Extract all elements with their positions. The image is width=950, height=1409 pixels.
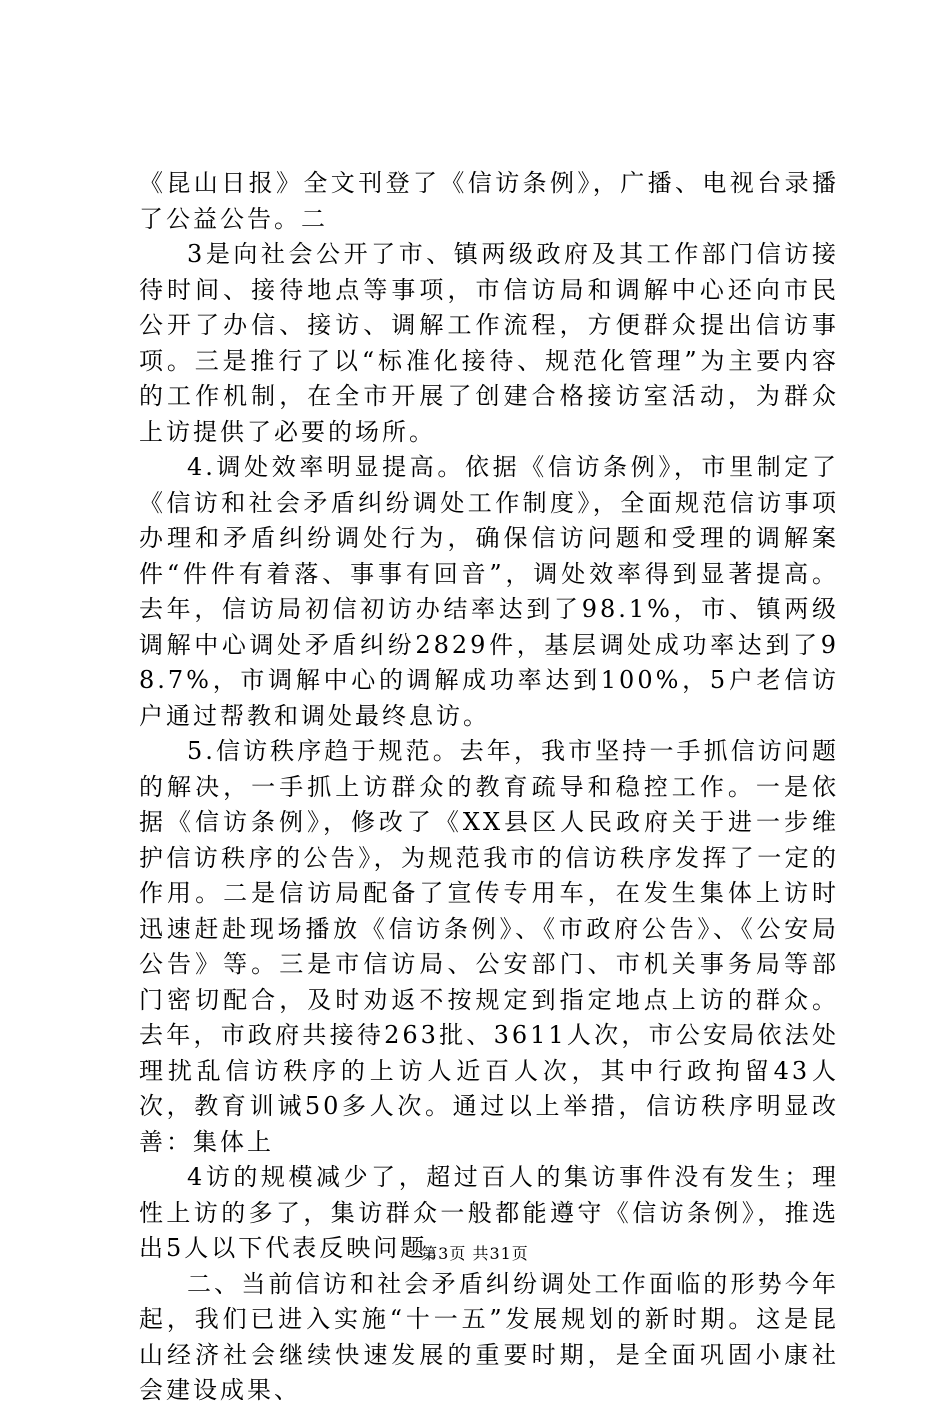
paragraph-2: 3是向社会公开了市、镇两级政府及其工作部门信访接待时间、接待地点等事项，市信访局和调解中心还向市民公开了办信、接访、调解工作流程，方便群众提出信访事项。三是推行了以“标准化接待、规范化管理”为主要内容的工作机制，在全市开展了创建合格接访室活动，为群众上访提供了必要的场所。 xyxy=(139,240,839,446)
paragraph-1: 《昆山日报》全文刊登了《信访条例》，广播、电视台录播了公益公告。二 xyxy=(139,169,839,233)
paragraph-4: 5.信访秩序趋于规范。去年，我市坚持一手抓信访问题的解决，一手抓上访群众的教育疏导和稳控工作。一是依据《信访条例》，修改了《XX县区人民政府关于进一步维护信访秩序的公告》，为规范我市的信访秩序发挥了一定的作用。二是信访局配备了宣传专用车，在发生集体上访时迅速赶赴现场播放《信访条例》、《市政府公告》、《公安局公告》等。三是市信访局、公安部门、市机关事务局等部门密切配合，及时劝返不按规定到指定地点上访的群众。去年，市政府共接待263批、3611人次，市公安局依法处理扰乱信访秩序的上访人近百人次，其中行政拘留43人次，教育训诫50多人次。通过以上举措，信访秩序明显改善：集体上 xyxy=(139,737,839,1156)
document-body xyxy=(139,166,839,1409)
paragraph-5: 4访的规模减少了，超过百人的集访事件没有发生；理性上访的多了，集访群众一般都能遵守《信访条例》，推选出5人以下代表反映问题。 xyxy=(139,1163,839,1262)
paragraph-6: 二、当前信访和社会矛盾纠纷调处工作面临的形势今年起，我们已进入实施“十一五”发展规划的新时期。这是昆山经济社会继续快速发展的重要时期，是全面巩固小康社会建设成果、 xyxy=(139,1269,839,1404)
paragraph-3: 4.调处效率明显提高。依据《信访条例》，市里制定了《信访和社会矛盾纠纷调处工作制度》，全面规范信访事项办理和矛盾纠纷调处行为，确保信访问题和受理的调解案件“件件有着落、事事有回音”，调处效率得到显著提高。去年，信访局初信初访办结率达到了98.1%，市、镇两级调解中心调处矛盾纠纷2829件，基层调处成功率达到了98.7%，市调解中心的调解成功率达到100%，5户老信访户通过帮教和调处最终息访。 xyxy=(139,453,839,730)
page-number-footer: 第3页 共31页 xyxy=(421,1244,529,1263)
